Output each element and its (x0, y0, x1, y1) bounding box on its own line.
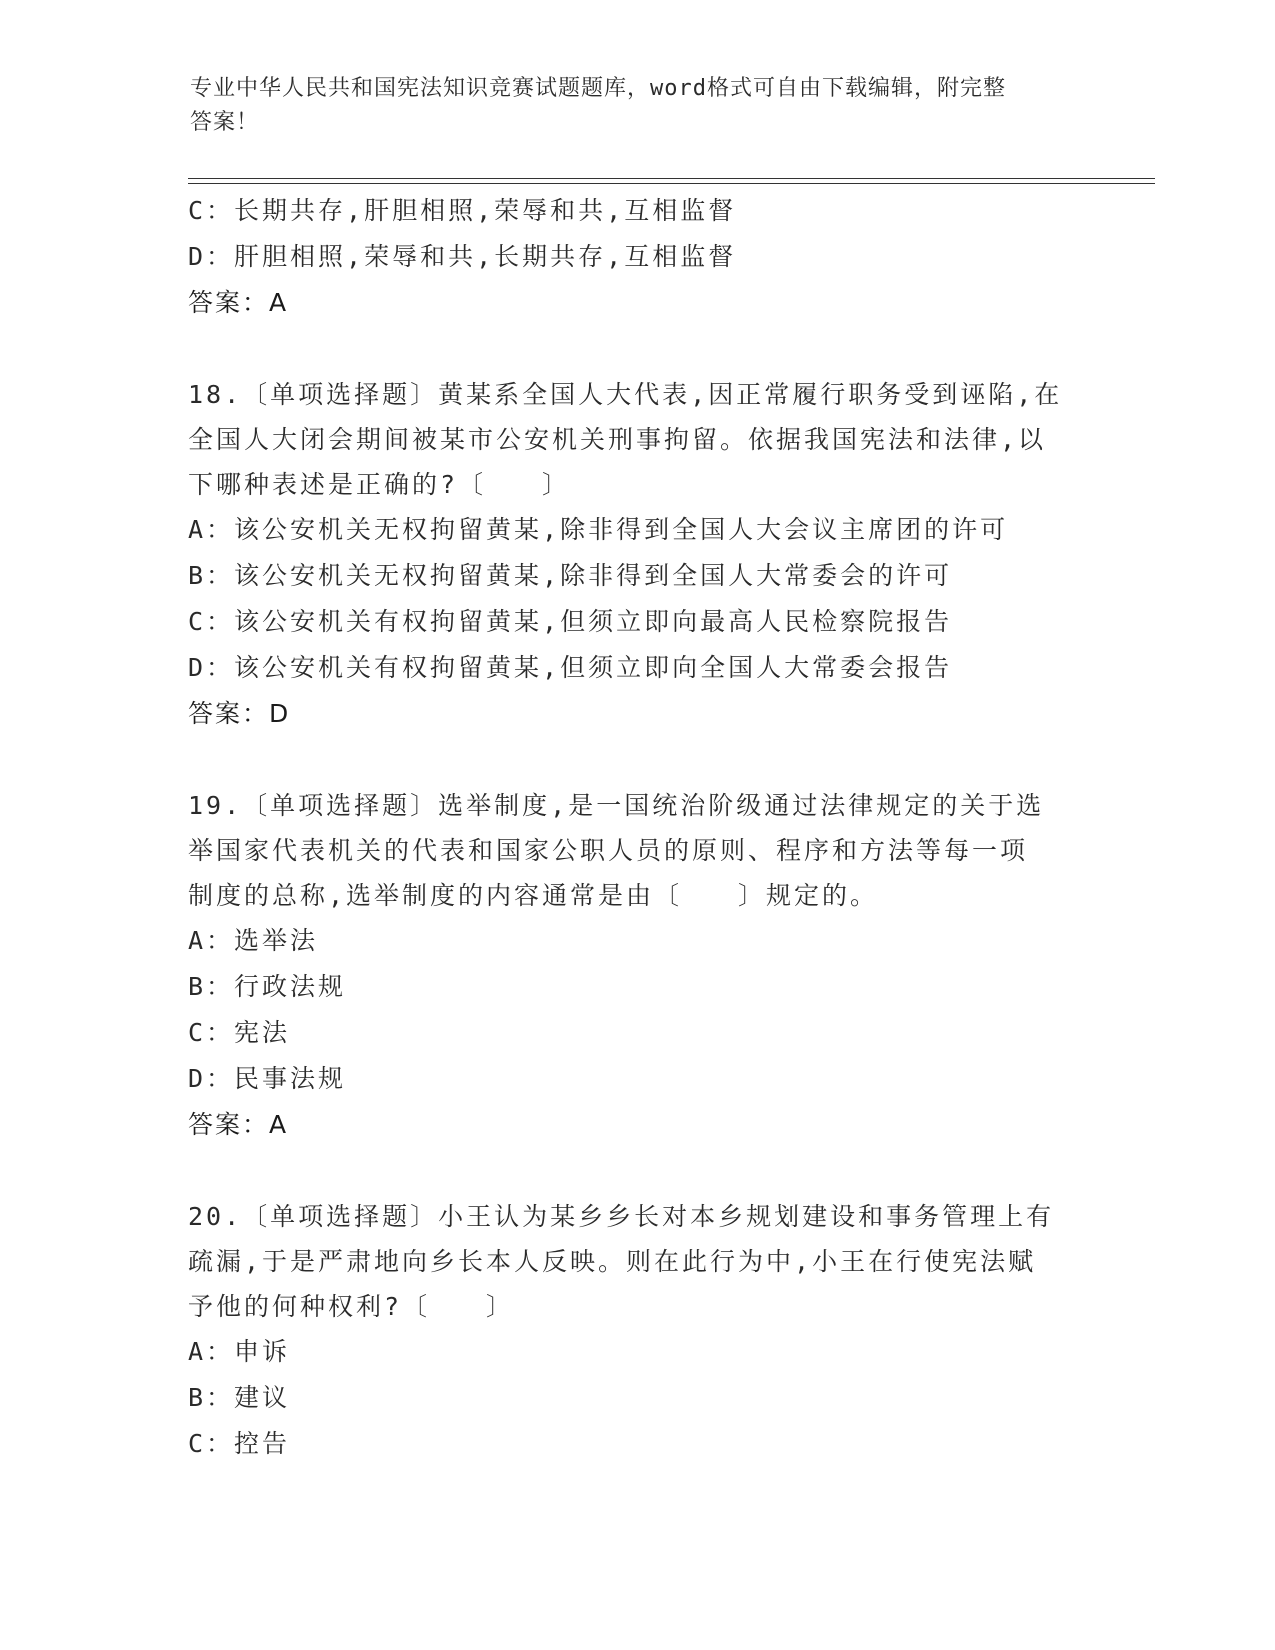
header-divider-bottom (188, 183, 1155, 184)
option-b: B：行政法规 (188, 972, 347, 1001)
question-18 (188, 372, 1108, 737)
option-a: A：该公安机关无权拘留黄某,除非得到全国人大会议主席团的许可 (188, 515, 1009, 544)
question-stem-line: 19.〔单项选择题〕选举制度,是一国统治阶级通过法律规定的关于选 (188, 791, 1045, 820)
question-19 (188, 783, 1108, 1148)
header-line-1: 专业中华人民共和国宪法知识竞赛试题题库，word格式可自由下载编辑，附完整 (190, 76, 1006, 101)
header-divider-top (188, 178, 1155, 179)
answer-line: 答案：A (188, 288, 289, 317)
question-20 (188, 1194, 1108, 1467)
question-stem-line: 予他的何种权利?〔 〕 (188, 1292, 515, 1321)
question-content (188, 188, 1108, 1467)
option-d: D：民事法规 (188, 1064, 347, 1093)
question-stem-line: 下哪种表述是正确的?〔 〕 (188, 470, 571, 499)
question-stem-line: 全国人大闭会期间被某市公安机关刑事拘留。依据我国宪法和法律,以 (188, 425, 1047, 454)
question-stem-line: 疏漏,于是严肃地向乡长本人反映。则在此行为中,小王在行使宪法赋 (188, 1247, 1037, 1276)
question-stem-line: 20.〔单项选择题〕小王认为某乡乡长对本乡规划建设和事务管理上有 (188, 1202, 1055, 1231)
option-a: A：选举法 (188, 926, 319, 955)
option-b: B：该公安机关无权拘留黄某,除非得到全国人大常委会的许可 (188, 561, 953, 590)
option-d: D：肝胆相照,荣辱和共,长期共存,互相监督 (188, 242, 737, 271)
question-stem-line: 18.〔单项选择题〕黄某系全国人大代表,因正常履行职务受到诬陷,在 (188, 380, 1063, 409)
option-a: A：申诉 (188, 1337, 291, 1366)
page-header (190, 72, 1090, 140)
option-c: C：长期共存,肝胆相照,荣辱和共,互相监督 (188, 196, 737, 225)
option-c: C：控告 (188, 1429, 291, 1458)
option-c: C：宪法 (188, 1018, 291, 1047)
answer-line: 答案：D (188, 699, 291, 728)
answer-line: 答案：A (188, 1110, 289, 1139)
header-line-2: 答案！ (190, 110, 260, 135)
option-b: B：建议 (188, 1383, 291, 1412)
question-stem-line: 举国家代表机关的代表和国家公职人员的原则、程序和方法等每一项 (188, 836, 1029, 865)
question-stem-line: 制度的总称,选举制度的内容通常是由〔 〕规定的。 (188, 881, 879, 910)
continued-question (188, 188, 1108, 326)
option-c: C：该公安机关有权拘留黄某,但须立即向最高人民检察院报告 (188, 607, 953, 636)
option-d: D：该公安机关有权拘留黄某,但须立即向全国人大常委会报告 (188, 653, 953, 682)
